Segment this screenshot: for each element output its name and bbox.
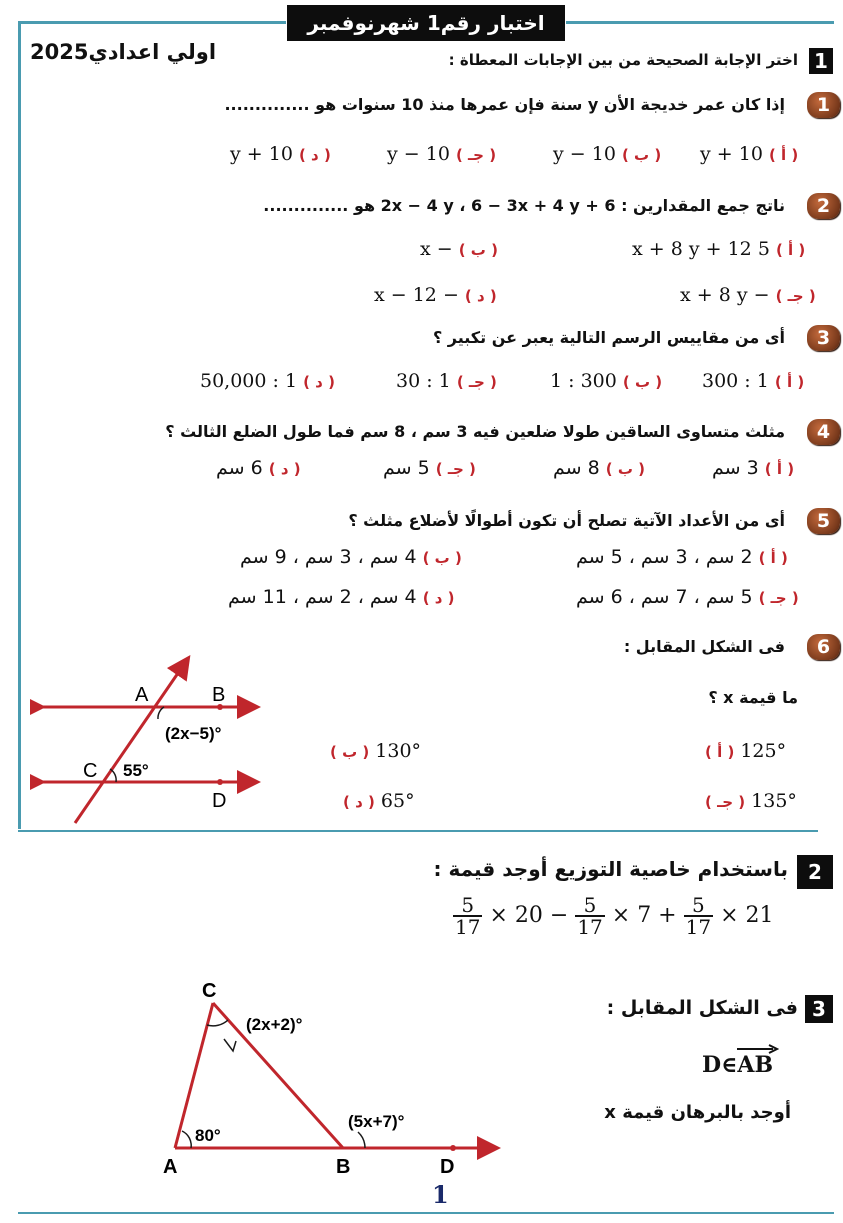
- distribution-expression: [453, 895, 774, 937]
- frame-divider: [18, 830, 818, 832]
- option-label: ( ب ): [458, 241, 498, 259]
- q2-option-a[interactable]: [632, 238, 805, 260]
- q5-option-c[interactable]: [576, 586, 799, 608]
- ray-label: AB: [737, 1052, 774, 1078]
- q3-option-c[interactable]: [396, 370, 497, 392]
- q1-option-a[interactable]: [700, 143, 798, 165]
- question-6-text: فى الشكل المقابل :: [623, 637, 785, 656]
- angle-c-label: (2x+2)°: [246, 1015, 303, 1034]
- expression-term-2: × 7 +: [611, 903, 677, 928]
- option-value: 1 : 50,000: [200, 370, 298, 392]
- option-value: 1 : 300: [702, 370, 769, 392]
- q6-option-c[interactable]: [705, 790, 797, 812]
- option-value: 6 سم: [216, 457, 263, 479]
- fraction-1: $\frac{5}{17}$: [455, 893, 481, 939]
- option-value: 1 : 30: [396, 370, 451, 392]
- question-6-badge: 6: [807, 634, 840, 660]
- option-label: ( د ): [343, 793, 375, 811]
- question-6-subtext: ما قيمة x ؟: [708, 688, 798, 707]
- q3-option-d[interactable]: [200, 370, 335, 392]
- q4-option-c[interactable]: [383, 457, 476, 479]
- question-5-text: أى من الأعداد الآتية تصلح أن تكون أطوالًا لأضلاع مثلث ؟: [348, 511, 785, 530]
- vertex-c-label: C: [202, 980, 217, 1002]
- option-value: 3 سم: [712, 457, 759, 479]
- fraction-3: $\frac{5}{17}$: [685, 893, 712, 939]
- frame-top-left: [18, 21, 286, 24]
- section-1-number: 1: [809, 48, 833, 74]
- grade-label: اولي اعدادي2025: [30, 40, 217, 64]
- section-2-title: باستخدام خاصية التوزيع أوجد قيمة :: [433, 857, 788, 881]
- given-statement: D∈ AB: [702, 1052, 773, 1078]
- expression-term-1: × 20 −: [489, 903, 569, 928]
- angle-bottom-label: 55°: [123, 761, 149, 780]
- option-label: ( أ ): [705, 743, 735, 761]
- exam-title: اختبار رقم1 شهرنوفمبر: [287, 5, 565, 41]
- option-label: ( جـ ): [455, 146, 497, 164]
- q5-option-d[interactable]: [228, 586, 455, 608]
- option-value: 135°: [751, 790, 797, 812]
- option-value: 130°: [375, 740, 422, 762]
- point-c-label: C: [83, 760, 98, 782]
- question-4-badge: 4: [807, 419, 840, 445]
- option-value: 65°: [380, 790, 415, 812]
- option-label: ( ب ): [621, 146, 662, 164]
- q2-option-d[interactable]: [374, 284, 497, 306]
- angle-a-label: 80°: [195, 1126, 221, 1145]
- q6-option-b[interactable]: [330, 740, 421, 762]
- option-value: 5 سم ، 7 سم ، 6 سم: [576, 586, 753, 608]
- option-label: ( أ ): [758, 549, 788, 567]
- option-label: ( أ ): [764, 460, 795, 478]
- q4-option-b[interactable]: [553, 457, 645, 479]
- page-number: 1: [432, 1180, 449, 1209]
- section-3-number: 3: [805, 995, 833, 1023]
- q4-option-d[interactable]: [216, 457, 301, 479]
- question-5-badge: 5: [807, 508, 840, 534]
- option-value: 10 − y: [387, 143, 450, 165]
- option-value: 10 + y: [230, 143, 293, 165]
- option-label: ( ب ): [330, 743, 370, 761]
- question-2-badge: 2: [807, 193, 840, 219]
- question-1-text: إذا كان عمر خديجة الأن y سنة فإن عمرها منذ 10 سنوات هو ..............: [224, 95, 785, 114]
- fraction-2: $\frac{5}{17}$: [577, 893, 603, 939]
- q3-option-b[interactable]: [550, 370, 662, 392]
- frame-top-right: [566, 21, 834, 24]
- option-label: ( أ ): [774, 373, 805, 391]
- q1-option-b[interactable]: [553, 143, 661, 165]
- section-3-task: أوجد بالبرهان قيمة x: [604, 1102, 791, 1123]
- point-d-label: D: [212, 790, 227, 812]
- option-label: ( أ ): [768, 146, 799, 164]
- expression-term-3: × 21: [720, 903, 774, 928]
- section-1-instruction: اختر الإجابة الصحيحة من بين الإجابات المعطاة :: [448, 51, 798, 69]
- option-value: − x − 12: [374, 284, 459, 306]
- option-label: ( جـ ): [435, 460, 476, 478]
- q6-option-d[interactable]: [343, 790, 415, 812]
- angle-top-label: (2x−5)°: [165, 724, 222, 743]
- option-label: ( د ): [298, 146, 331, 164]
- q5-option-a[interactable]: [576, 546, 788, 568]
- q1-option-c[interactable]: [387, 143, 496, 165]
- section-2-number: 2: [797, 855, 833, 889]
- option-value: 5 سم: [383, 457, 430, 479]
- q6-option-a[interactable]: [705, 740, 786, 762]
- option-label: ( ب ): [622, 373, 663, 391]
- option-label: ( د ): [303, 373, 335, 391]
- option-label: ( ب ): [422, 549, 462, 567]
- vertex-b-label: B: [336, 1156, 351, 1178]
- q5-option-b[interactable]: [240, 546, 462, 568]
- option-label: ( د ): [464, 287, 497, 305]
- option-label: ( جـ ): [775, 287, 816, 305]
- point-a-label: A: [135, 684, 149, 706]
- question-1-badge: 1: [807, 92, 840, 118]
- question-4-text: مثلث متساوى الساقين طولا ضلعين فيه 3 سم ، 8 سم فما طول الضلع الثالث ؟: [165, 422, 785, 441]
- q1-option-d[interactable]: [230, 143, 331, 165]
- point-d-label: D: [440, 1156, 455, 1178]
- option-value: 4 سم ، 3 سم ، 9 سم: [240, 546, 417, 568]
- frame-bottom: [18, 1212, 834, 1214]
- option-value: 4 سم ، 2 سم ، 11 سم: [228, 586, 417, 608]
- vertex-a-label: A: [163, 1156, 178, 1178]
- parallel-lines-figure: [30, 655, 270, 830]
- q3-option-a[interactable]: [702, 370, 804, 392]
- q2-option-b[interactable]: [420, 238, 498, 260]
- option-label: ( جـ ): [456, 373, 497, 391]
- q4-option-a[interactable]: [712, 457, 794, 479]
- point-b-label: B: [212, 684, 226, 706]
- option-value: 125°: [740, 740, 787, 762]
- ray-arrow-icon: [735, 1044, 779, 1054]
- option-label: ( د ): [422, 589, 455, 607]
- question-2-text: ناتج جمع المقدارين : 6 + 2x − 4 y ، 6 − 3x + 4 y هو ..............: [263, 196, 785, 215]
- option-label: ( د ): [268, 460, 301, 478]
- option-label: ( ب ): [605, 460, 645, 478]
- triangle-figure: [160, 975, 505, 1180]
- option-value: 5 x + 8 y + 12: [632, 238, 770, 260]
- question-3-text: أى من مقاييس الرسم التالية يعبر عن تكبير ؟: [432, 328, 785, 347]
- frame-left: [18, 21, 21, 829]
- angle-b-label: (5x+7)°: [348, 1112, 405, 1131]
- q2-option-c[interactable]: [680, 284, 816, 306]
- option-value: 2 سم ، 3 سم ، 5 سم: [576, 546, 753, 568]
- option-value: − x + 8 y: [680, 284, 770, 306]
- option-value: y − 10: [553, 143, 616, 165]
- option-value: 8 سم: [553, 457, 600, 479]
- option-label: ( جـ ): [758, 589, 799, 607]
- option-value: − x: [420, 238, 453, 260]
- section-3-title: فى الشكل المقابل :: [606, 997, 798, 1019]
- question-3-badge: 3: [807, 325, 840, 351]
- option-value: y + 10: [700, 143, 763, 165]
- option-label: ( أ ): [775, 241, 806, 259]
- option-label: ( جـ ): [705, 793, 746, 811]
- option-value: 300 : 1: [550, 370, 617, 392]
